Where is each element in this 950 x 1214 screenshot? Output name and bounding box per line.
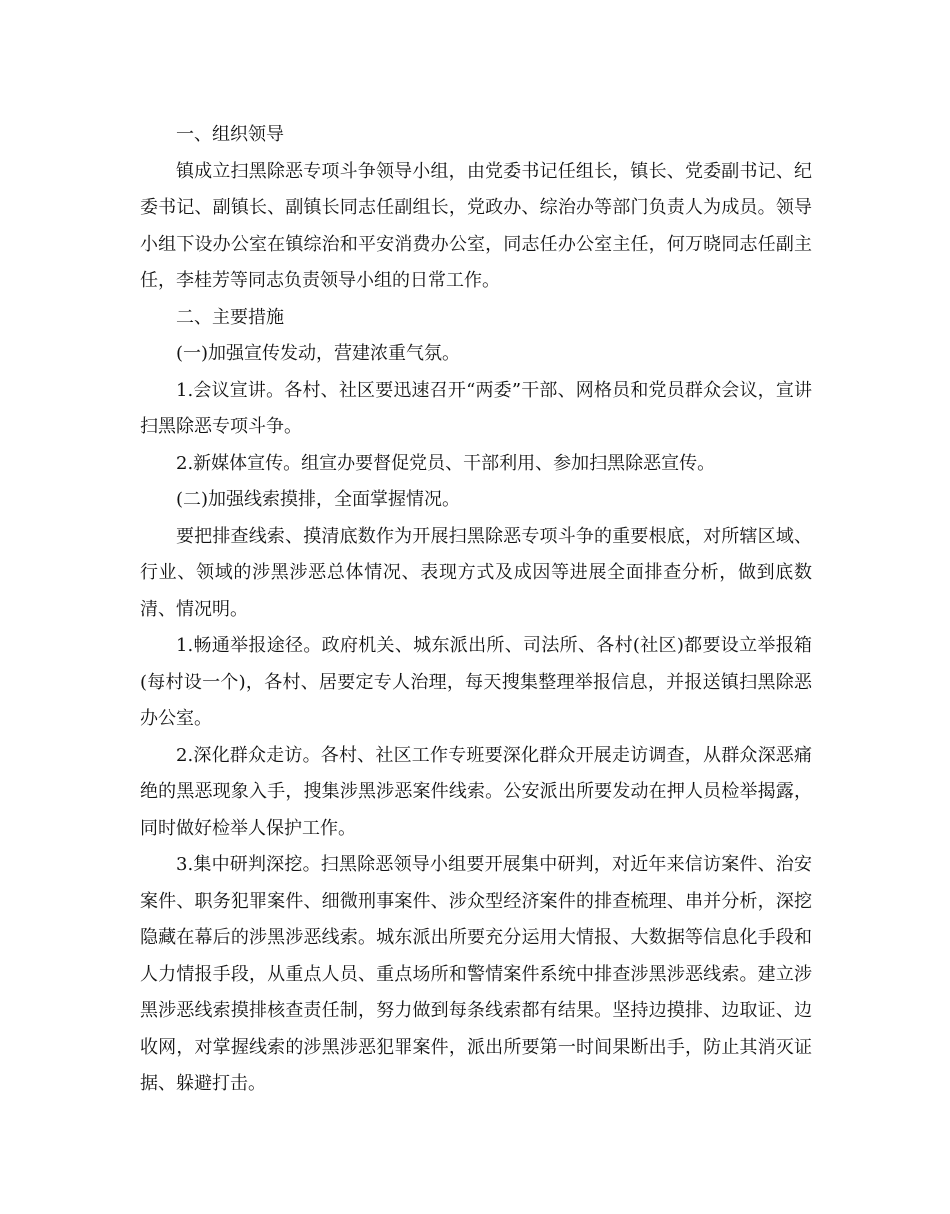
subheading-clue-investigation: (二)加强线索摸排，全面掌握情况。 xyxy=(176,489,461,510)
paragraph-leadership-group: 镇成立扫黑除恶专项斗争领导小组，由党委书记任组长，镇长、党委副书记、纪委书记、副镇长、副镇长同志任副组长，党政办、综治办等部门负责人为成员。领导小组下设办公室在镇综治和平安消费办公室，同志任办公室主任，何万晓同志任副主任，李桂芳等同志负责领导小组的日常工作。 xyxy=(140,160,812,291)
document-body xyxy=(140,117,812,1103)
paragraph-reporting-channels: 1.畅通举报途径。政府机关、城东派出所、司法所、各村(社区)都要设立举报箱(每村设一个)，各村、居要定专人治理，每天搜集整理举报信息，并报送镇扫黑除恶办公室。 xyxy=(140,635,812,729)
paragraph-mass-visits: 2.深化群众走访。各村、社区工作专班要深化群众开展走访调查，从群众深恶痛绝的黑恶现象入手，搜集涉黑涉恶案件线索。公安派出所要发动在押人员检举揭露，同时做好检举人保护工作。 xyxy=(140,744,812,839)
paragraph-centralized-analysis: 3.集中研判深挖。扫黑除恶领导小组要开展集中研判，对近年来信访案件、治安案件、职务犯罪案件、细微刑事案件、涉众型经济案件的排查梳理、串并分析，深挖隐藏在幕后的涉黑涉恶线索。城东派出所要充分运用大情报、大数据等信息化手段和人力情报手段，从重点人员、重点场所和警情案件系统中排查涉黑涉恶线索。建立涉黑涉恶线索摸排核查责任制，努力做到每条线索都有结果。坚持边摸排、边取证、边收网，对掌握线索的涉黑涉恶犯罪案件，派出所要第一时间果断出手，防止其消灭证据、躲避打击。 xyxy=(140,854,812,1094)
paragraph-meeting-propaganda: 1.会议宣讲。各村、社区要迅速召开“两委”干部、网格员和党员群众会议，宣讲扫黑除恶专项斗争。 xyxy=(140,379,812,437)
section-heading-organization: 一、组织领导 xyxy=(176,124,284,145)
paragraph-investigation-basis: 要把排查线索、摸清底数作为开展扫黑除恶专项斗争的重要根底，对所辖区域、行业、领域的涉黑涉恶总体情况、表现方式及成因等进展全面排查分析，做到底数清、情况明。 xyxy=(140,525,812,620)
section-heading-measures: 二、主要措施 xyxy=(176,306,284,328)
subheading-publicity: (一)加强宣传发动，营建浓重气氛。 xyxy=(176,343,461,364)
paragraph-new-media: 2.新媒体宣传。组宣办要督促党员、干部利用、参加扫黑除恶宣传。 xyxy=(176,452,716,474)
